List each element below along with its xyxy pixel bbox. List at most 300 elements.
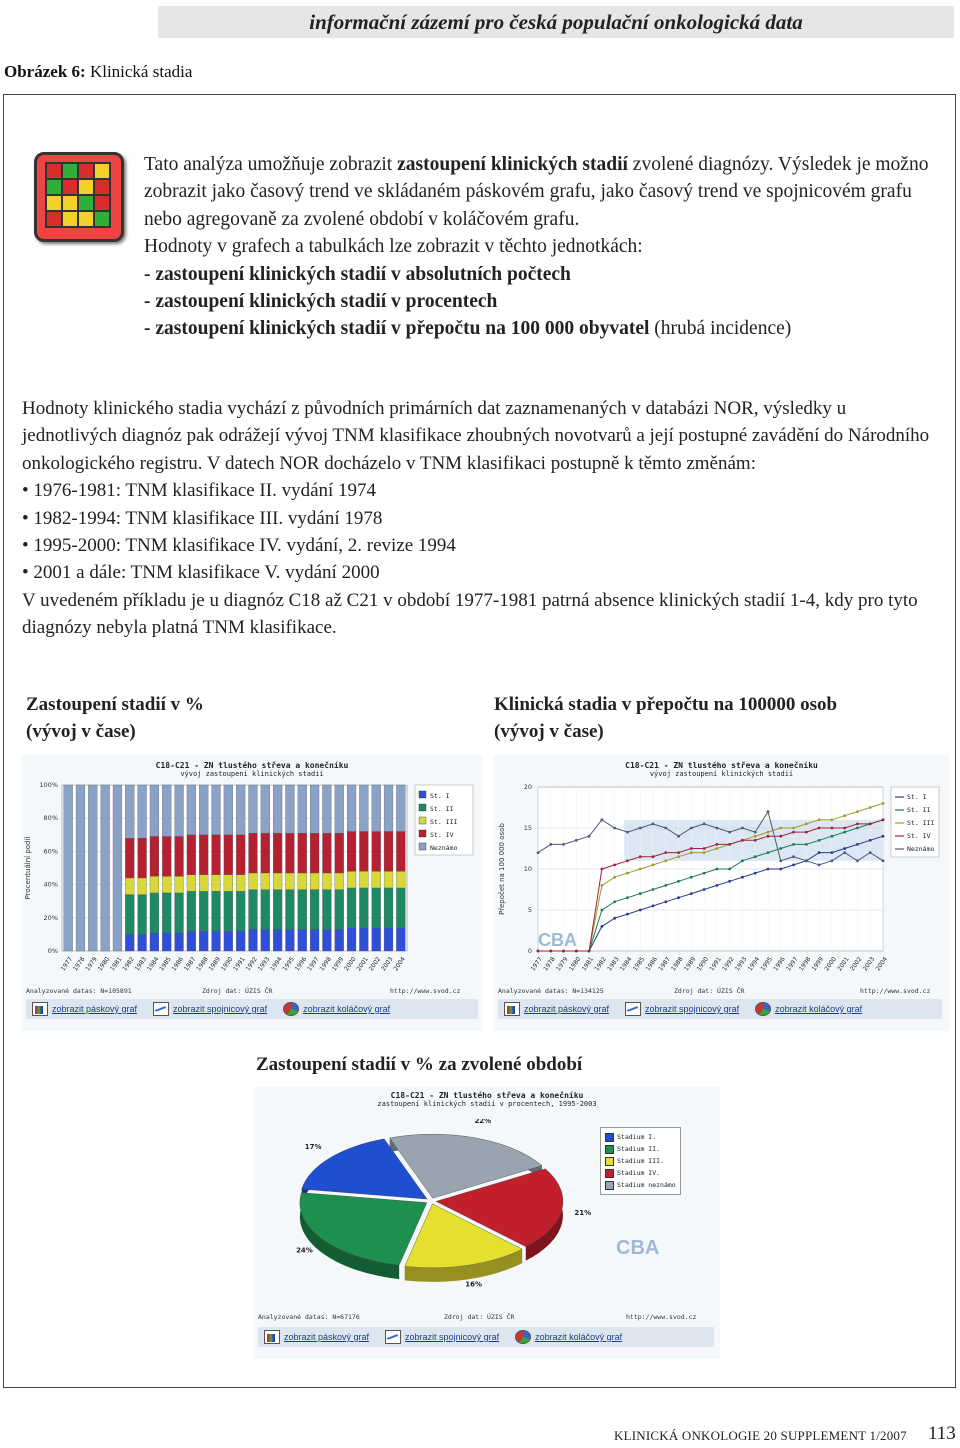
line-point — [715, 847, 718, 850]
bar-segment — [286, 929, 295, 951]
line-point — [728, 843, 731, 846]
bar-segment — [335, 785, 344, 833]
pie-legend-item — [605, 1155, 676, 1167]
bar-x-tick-label: 1979 — [84, 955, 99, 973]
line-x-tick-label: 1979 — [555, 955, 570, 973]
line-point — [843, 847, 846, 850]
line-point — [818, 851, 821, 854]
line-point — [600, 884, 603, 887]
bar-segment — [298, 785, 307, 833]
page-footer: KLINICKÁ ONKOLOGIE 20 SUPPLEMENT 1/2007 — [614, 1428, 907, 1443]
pie-chart-icon — [755, 1002, 771, 1016]
bar-segment — [335, 890, 344, 930]
line-x-tick-label: 1978 — [542, 955, 557, 973]
bar-segment — [335, 833, 344, 873]
line-chart-buttons — [498, 999, 942, 1019]
line-chart-panel — [494, 755, 949, 1031]
bar-x-tick-label: 1991 — [232, 955, 247, 973]
bar-y-tick-label: 20% — [43, 913, 58, 922]
bar-segment — [310, 833, 319, 873]
line-point — [613, 876, 616, 879]
line-chart-subtitle: vývoj zastoupení klinických stadií — [649, 770, 794, 778]
line-point — [626, 859, 629, 862]
line-y-tick-label: 5 — [527, 906, 532, 914]
bar-legend-label: St. IV — [430, 831, 454, 839]
bar-segment — [286, 873, 295, 890]
bar-x-tick-label: 1986 — [170, 955, 186, 973]
bar-x-tick-label: 1997 — [306, 955, 321, 973]
tnm-list — [22, 477, 932, 587]
pie-chart-url: http://www.svod.cz — [626, 1313, 697, 1321]
bar-segment — [310, 929, 319, 951]
bar-chart-panel — [22, 755, 482, 1031]
line-chart — [494, 781, 949, 991]
line-x-tick-label: 2002 — [848, 955, 864, 973]
intro-text-a: Tato analýza umožňuje zobrazit — [144, 154, 398, 175]
bar-segment — [359, 888, 368, 928]
bar-y-tick-label: 80% — [43, 814, 58, 823]
bar-segment — [236, 875, 245, 892]
line-point — [856, 843, 859, 846]
bar-segment — [298, 929, 307, 951]
pie-slice — [300, 1193, 427, 1265]
line-point — [652, 905, 655, 908]
line-point — [703, 823, 706, 826]
unit-absolute — [144, 261, 944, 288]
line-x-tick-label: 1985 — [631, 955, 647, 973]
bar-segment — [162, 876, 171, 893]
bar-segment — [322, 785, 331, 833]
bar-segment — [273, 929, 282, 951]
show-bar-button[interactable] — [264, 1330, 369, 1344]
bar-x-tick-label: 1985 — [158, 955, 173, 973]
line-point — [703, 872, 706, 875]
line-x-tick-label: 1977 — [529, 955, 545, 973]
bar-segment — [175, 893, 184, 933]
bar-segment — [224, 785, 233, 835]
bar-segment — [212, 785, 221, 835]
bar-segment — [249, 929, 258, 951]
line-point — [652, 855, 655, 858]
pie-legend-label: Stadium IV. — [617, 1169, 661, 1177]
bar-chart-subtitle: vývoj zastoupení klinických stadií — [180, 770, 324, 778]
pie-legend-item — [605, 1143, 676, 1155]
bar-segment — [261, 873, 270, 890]
line-point — [779, 827, 782, 830]
show-pie-button[interactable] — [283, 1002, 390, 1016]
line-point — [626, 896, 629, 899]
bar-segment — [298, 873, 307, 890]
bar-y-tick-label: 40% — [43, 880, 58, 889]
bar-segment — [273, 890, 282, 930]
line-point — [869, 823, 872, 826]
line-legend-label: St. III — [907, 819, 935, 827]
page-number: 113 — [928, 1423, 956, 1444]
stage-module-logo — [34, 152, 124, 242]
line-x-tick-label: 1983 — [606, 955, 621, 973]
line-point — [767, 810, 770, 813]
bar-legend-swatch — [419, 843, 426, 850]
line-point — [613, 827, 616, 830]
line-point — [741, 827, 744, 830]
bar-segment — [76, 785, 85, 951]
line-x-tick-label: 1999 — [810, 955, 826, 973]
line-x-tick-label: 1993 — [733, 955, 749, 973]
bar-segment — [286, 890, 295, 930]
show-bar-label: zobrazit páskový graf — [284, 1332, 370, 1342]
bar-legend-swatch — [419, 804, 426, 811]
line-x-tick-label: 1989 — [682, 955, 698, 973]
line-chart-icon — [153, 1002, 169, 1016]
pie-legend-label: Stadium II. — [617, 1145, 661, 1153]
right-panel-title-line1: Klinická stadia v přepočtu na 100000 osob — [494, 694, 838, 715]
bar-segment — [347, 928, 356, 951]
line-y-tick-label: 20 — [523, 783, 532, 791]
tnm-item: • 1995-2000: TNM klasifikace IV. vydání, 2. revize 1994 — [22, 532, 932, 559]
show-bar-button[interactable] — [32, 1002, 137, 1016]
bar-segment — [199, 835, 208, 875]
line-chart-analyzed: Analyzované datas: N=134125 — [498, 987, 604, 995]
line-x-tick-label: 1991 — [708, 955, 723, 973]
bar-x-tick-label: 2001 — [355, 955, 370, 973]
bar-segment — [224, 875, 233, 892]
bar-legend-label: Neznámo — [430, 844, 458, 852]
bar-segment — [322, 833, 331, 873]
bar-segment — [101, 785, 110, 951]
line-chart-title: C18-C21 - ZN tlustého střeva a konečníku — [625, 761, 818, 770]
bar-segment — [236, 835, 245, 875]
line-point — [664, 900, 667, 903]
line-point — [562, 843, 565, 846]
bar-legend-label: St. II — [430, 805, 454, 813]
bar-x-tick-label: 1993 — [256, 955, 272, 973]
line-point — [843, 814, 846, 817]
bar-segment — [212, 891, 221, 931]
line-point — [741, 859, 744, 862]
bar-segment — [273, 873, 282, 890]
line-legend-label: St. II — [907, 806, 931, 814]
line-legend-label: St. I — [907, 793, 927, 801]
line-point — [677, 835, 680, 838]
pie-legend-label: Stadium III. — [617, 1157, 664, 1165]
bar-segment — [162, 785, 171, 836]
line-x-tick-label: 2003 — [861, 955, 877, 973]
show-pie-label: zobrazit koláčový graf — [775, 1004, 863, 1014]
bar-segment — [175, 785, 184, 836]
pie-legend-label: Stadium I. — [617, 1133, 657, 1141]
bar-segment — [273, 785, 282, 833]
bar-y-axis-label: Procentuální podíl — [24, 836, 32, 900]
line-point — [715, 868, 718, 871]
bar-segment — [384, 871, 393, 888]
line-point — [588, 835, 591, 838]
line-point — [639, 868, 642, 871]
line-point — [652, 823, 655, 826]
pie-legend — [600, 1127, 681, 1195]
bottom-panel-title: Zastoupení stadií v % za zvolené období — [256, 1054, 583, 1075]
units-intro: Hodnoty v grafech a tabulkách lze zobrazit v těchto jednotkách: — [144, 236, 643, 258]
line-point — [677, 880, 680, 883]
show-bar-button[interactable] — [504, 1002, 609, 1016]
bar-segment — [384, 785, 393, 831]
bar-x-tick-label: 1978 — [72, 955, 87, 973]
bar-segment — [372, 785, 381, 831]
bar-segment — [150, 836, 159, 876]
line-point — [600, 818, 603, 821]
line-point — [882, 818, 885, 821]
line-point — [639, 909, 642, 912]
figure-caption: Klinická stadia — [89, 62, 193, 81]
line-point — [830, 851, 833, 854]
line-point — [754, 839, 757, 842]
line-x-tick-label: 1982 — [593, 955, 608, 973]
bar-segment — [249, 833, 258, 873]
bar-y-tick-label: 60% — [43, 847, 58, 856]
bar-segment — [224, 835, 233, 875]
show-pie-button[interactable] — [515, 1330, 622, 1344]
bar-segment — [150, 893, 159, 933]
bar-segment — [150, 785, 159, 836]
line-point — [639, 855, 642, 858]
bar-chart — [22, 781, 482, 991]
example-paragraph: V uvedeném příkladu je u diagnóz C18 až C21 v období 1977-1981 patrná absence klinických stadií 1-4, kdy pro tyto diagnózy nebyla platná TNM klasifikace. — [22, 589, 918, 639]
bar-segment — [384, 831, 393, 871]
line-point — [779, 868, 782, 871]
bar-segment — [359, 928, 368, 951]
line-point — [843, 851, 846, 854]
bar-segment — [261, 929, 270, 951]
line-x-tick-label: 1987 — [657, 955, 672, 973]
line-y-tick-label: 15 — [523, 824, 532, 832]
line-point — [715, 827, 718, 830]
pie-chart-panel — [254, 1087, 720, 1359]
intro-paragraph — [144, 151, 944, 233]
line-point — [805, 843, 808, 846]
bar-segment — [286, 833, 295, 873]
line-point — [843, 831, 846, 834]
bar-segment — [64, 785, 73, 951]
show-line-label: zobrazit spojnicový graf — [405, 1332, 500, 1342]
line-point — [664, 851, 667, 854]
line-point — [690, 892, 693, 895]
show-line-label: zobrazit spojnicový graf — [645, 1004, 740, 1014]
line-chart-header — [494, 761, 949, 778]
show-pie-button[interactable] — [755, 1002, 862, 1016]
line-x-tick-label: 1988 — [670, 955, 685, 973]
line-point — [882, 835, 885, 838]
line-chart-icon — [625, 1002, 641, 1016]
line-point — [818, 818, 821, 821]
bar-segment — [199, 785, 208, 835]
bar-segment — [359, 785, 368, 831]
line-point — [549, 843, 552, 846]
bar-segment — [187, 875, 196, 892]
show-bar-label: zobrazit páskový graf — [524, 1004, 610, 1014]
bar-x-tick-label: 1984 — [145, 955, 161, 973]
cba-watermark: CBA — [616, 1237, 660, 1259]
bar-segment — [175, 933, 184, 951]
bar-segment — [322, 929, 331, 951]
bar-segment — [138, 895, 147, 935]
bar-segment — [261, 833, 270, 873]
pie-value-label: 21% — [574, 1208, 592, 1217]
line-point — [754, 835, 757, 838]
line-point — [728, 868, 731, 871]
bar-legend-swatch — [419, 817, 426, 824]
bar-segment — [187, 785, 196, 835]
bar-segment — [162, 933, 171, 951]
line-point — [741, 839, 744, 842]
line-point — [856, 827, 859, 830]
bar-segment — [372, 928, 381, 951]
line-x-tick-label: 1992 — [721, 955, 736, 973]
line-point — [805, 823, 808, 826]
pie-value-label: 16% — [465, 1280, 483, 1289]
line-chart-url: http://www.svod.cz — [860, 987, 931, 995]
line-point — [652, 888, 655, 891]
bar-chart-source: Zdroj dat: ÚZIS ČR — [202, 987, 273, 995]
bar-segment — [372, 888, 381, 928]
line-point — [856, 810, 859, 813]
bar-segment — [347, 888, 356, 928]
line-point — [869, 839, 872, 842]
bar-chart-icon — [32, 1002, 48, 1016]
line-point — [575, 839, 578, 842]
line-point — [754, 855, 757, 858]
line-x-tick-label: 1984 — [618, 955, 634, 973]
line-x-tick-label: 1986 — [644, 955, 660, 973]
bar-segment — [236, 891, 245, 931]
bar-segment — [187, 835, 196, 875]
bar-x-tick-label: 1988 — [195, 955, 210, 973]
pie-value-label: 17% — [304, 1143, 322, 1152]
bar-x-tick-label: 1994 — [269, 955, 284, 973]
bar-segment — [359, 871, 368, 888]
bar-segment — [175, 876, 184, 893]
line-point — [703, 888, 706, 891]
line-point — [792, 855, 795, 858]
line-legend-label: Neznámo — [907, 845, 935, 853]
line-point — [600, 925, 603, 928]
bar-segment — [335, 929, 344, 951]
pie-chart-title: C18-C21 - ZN tlustého střeva a konečníku — [390, 1091, 584, 1100]
line-point — [613, 864, 616, 867]
line-x-tick-label: 1994 — [746, 955, 762, 973]
bar-segment — [310, 785, 319, 833]
pie-legend-swatch — [605, 1181, 614, 1190]
bar-segment — [310, 873, 319, 890]
bar-segment — [396, 928, 405, 951]
pie-legend-item — [605, 1167, 676, 1179]
unit-per-100k-text: - zastoupení klinických stadií v přepočtu na 100 000 obyvatel — [144, 318, 650, 340]
line-point — [767, 835, 770, 838]
bar-segment — [249, 890, 258, 930]
bar-segment — [199, 875, 208, 892]
bar-x-tick-label: 1999 — [330, 955, 346, 973]
bar-segment — [150, 876, 159, 893]
line-point — [600, 868, 603, 871]
line-x-tick-label: 1981 — [580, 955, 596, 973]
bar-x-tick-label: 2004 — [392, 955, 407, 973]
pie-legend-swatch — [605, 1145, 614, 1154]
cba-watermark: CBA — [538, 930, 577, 950]
figure-label — [4, 62, 192, 82]
line-point — [779, 847, 782, 850]
line-point — [754, 831, 757, 834]
line-point — [856, 823, 859, 826]
line-point — [728, 831, 731, 834]
bar-segment — [286, 785, 295, 833]
bar-segment — [347, 871, 356, 888]
bar-chart-header — [22, 761, 482, 778]
logo-grid — [45, 162, 111, 228]
line-point — [805, 859, 808, 862]
tnm-item: • 2001 a dále: TNM klasifikace V. vydání 2000 — [22, 559, 932, 586]
bar-chart-url: http://www.svod.cz — [390, 987, 461, 995]
bar-segment — [212, 835, 221, 875]
pie-chart-subtitle: zastoupení klinických stadií v procentech, 1995-2003 — [377, 1100, 597, 1108]
line-point — [818, 827, 821, 830]
show-pie-label: zobrazit koláčový graf — [303, 1004, 391, 1014]
bar-segment — [162, 893, 171, 933]
line-point — [767, 868, 770, 871]
line-y-axis-label: Přepočet na 100 000 osob — [498, 823, 506, 915]
line-point — [626, 913, 629, 916]
line-point — [652, 864, 655, 867]
bar-x-tick-label: 1982 — [121, 955, 136, 973]
pie-chart-analyzed: Analyzované datas: N=67176 — [258, 1313, 360, 1321]
bar-segment — [310, 890, 319, 930]
show-line-button[interactable] — [153, 1002, 267, 1016]
line-x-tick-label: 1996 — [772, 955, 787, 973]
line-point — [779, 859, 782, 862]
bar-segment — [396, 888, 405, 928]
show-line-button[interactable] — [625, 1002, 739, 1016]
line-y-tick-label: 10 — [523, 865, 532, 873]
bar-x-tick-label: 1987 — [182, 955, 198, 973]
bar-segment — [125, 895, 134, 935]
show-line-button[interactable] — [385, 1330, 499, 1344]
line-point — [639, 827, 642, 830]
bar-segment — [372, 871, 381, 888]
line-point — [588, 950, 591, 953]
unit-absolute-text: - zastoupení klinických stadií v absolutních počtech — [144, 263, 571, 285]
line-point — [690, 876, 693, 879]
bar-y-tick-label: 0% — [47, 947, 58, 955]
bar-segment — [298, 833, 307, 873]
line-point — [767, 851, 770, 854]
pie-chart-header — [254, 1091, 720, 1108]
right-panel-title — [494, 691, 837, 745]
bar-segment — [175, 836, 184, 876]
intro-text — [144, 151, 944, 343]
pie-chart-icon — [283, 1002, 299, 1016]
unit-per-100k — [144, 315, 944, 342]
bar-x-tick-label: 2000 — [343, 955, 358, 973]
bar-segment — [384, 928, 393, 951]
bar-x-tick-label: 2002 — [367, 955, 383, 973]
show-pie-label: zobrazit koláčový graf — [535, 1332, 623, 1342]
line-legend-label: St. IV — [907, 832, 931, 840]
bar-segment — [138, 838, 147, 878]
line-x-tick-label: 1990 — [695, 955, 711, 973]
bar-x-tick-label: 1977 — [59, 955, 75, 973]
bar-segment — [261, 785, 270, 833]
line-point — [792, 843, 795, 846]
figure-number: Obrázek 6: — [4, 62, 86, 81]
bar-segment — [187, 931, 196, 951]
line-point — [882, 859, 885, 862]
